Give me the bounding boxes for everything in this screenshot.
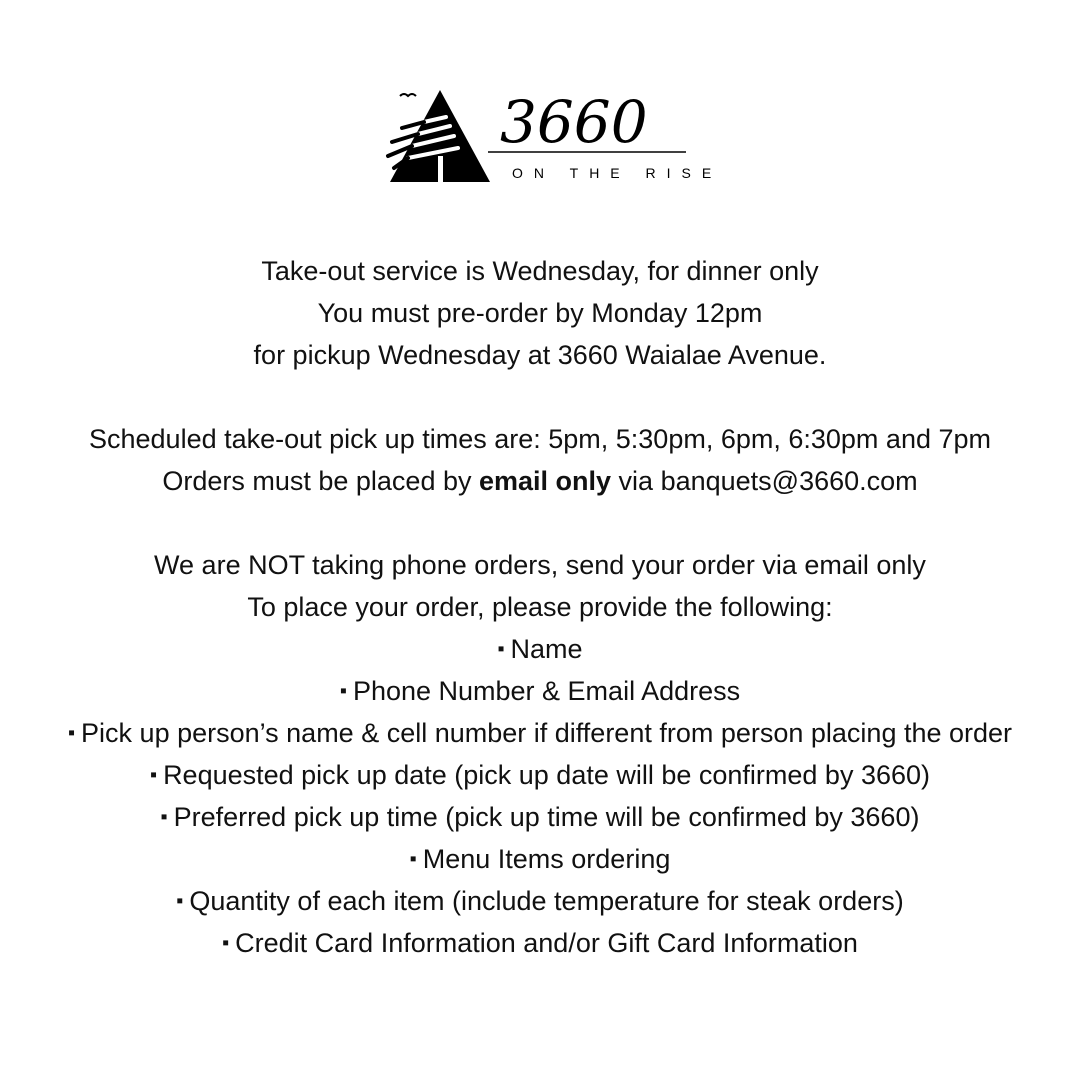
intro-line-pickup-location: for pickup Wednesday at 3660 Waialae Avenue. bbox=[253, 340, 827, 370]
intro-line-service: Take-out service is Wednesday, for dinner only bbox=[261, 256, 819, 286]
list-item: ▪ Preferred pick up time (pick up time will be confirmed by 3660) bbox=[160, 802, 920, 832]
takeout-info bbox=[0, 250, 1080, 964]
list-item: ▪ Quantity of each item (include temperature for steak orders) bbox=[176, 886, 904, 916]
list-item: ▪ Pick up person’s name & cell number if different from person placing the order bbox=[67, 718, 1013, 748]
bullet-icon: ▪ bbox=[222, 932, 230, 954]
no-phone-orders-line: We are NOT taking phone orders, send your order via email only bbox=[154, 550, 926, 580]
pickup-times-line: Scheduled take-out pick up times are: 5pm, 5:30pm, 6pm, 6:30pm and 7pm bbox=[89, 424, 991, 454]
list-item: ▪ Name bbox=[497, 634, 583, 664]
bullet-icon: ▪ bbox=[160, 806, 168, 828]
bullet-icon: ▪ bbox=[176, 890, 184, 912]
list-item: ▪ Credit Card Information and/or Gift Card Information bbox=[222, 928, 858, 958]
list-item: ▪ Requested pick up date (pick up date will be confirmed by 3660) bbox=[149, 760, 931, 790]
bullet-icon: ▪ bbox=[67, 722, 76, 744]
list-item: ▪ Phone Number & Email Address bbox=[339, 676, 741, 706]
email-order-line bbox=[0, 460, 1080, 502]
intro-line-preorder: You must pre-order by Monday 12pm bbox=[317, 298, 763, 328]
spacer bbox=[0, 376, 1080, 418]
logo-wordmark: 3660 bbox=[500, 88, 648, 156]
bullet-icon: ▪ bbox=[497, 638, 505, 660]
email-suffix: via banquets@3660.com bbox=[611, 466, 918, 496]
pine-tree-mountain-icon bbox=[388, 72, 723, 188]
restaurant-logo bbox=[388, 72, 723, 188]
bullet-icon: ▪ bbox=[339, 680, 347, 702]
email-prefix: Orders must be placed by bbox=[162, 466, 479, 496]
email-only-emphasis: email only bbox=[479, 466, 612, 496]
list-item: ▪ Menu Items ordering bbox=[409, 844, 671, 874]
provide-following-line: To place your order, please provide the following: bbox=[247, 592, 833, 622]
logo-tagline: ON THE RISE bbox=[512, 165, 723, 181]
requirements-list bbox=[0, 628, 1080, 964]
bullet-icon: ▪ bbox=[409, 848, 417, 870]
spacer bbox=[0, 502, 1080, 544]
bullet-icon: ▪ bbox=[149, 764, 158, 786]
